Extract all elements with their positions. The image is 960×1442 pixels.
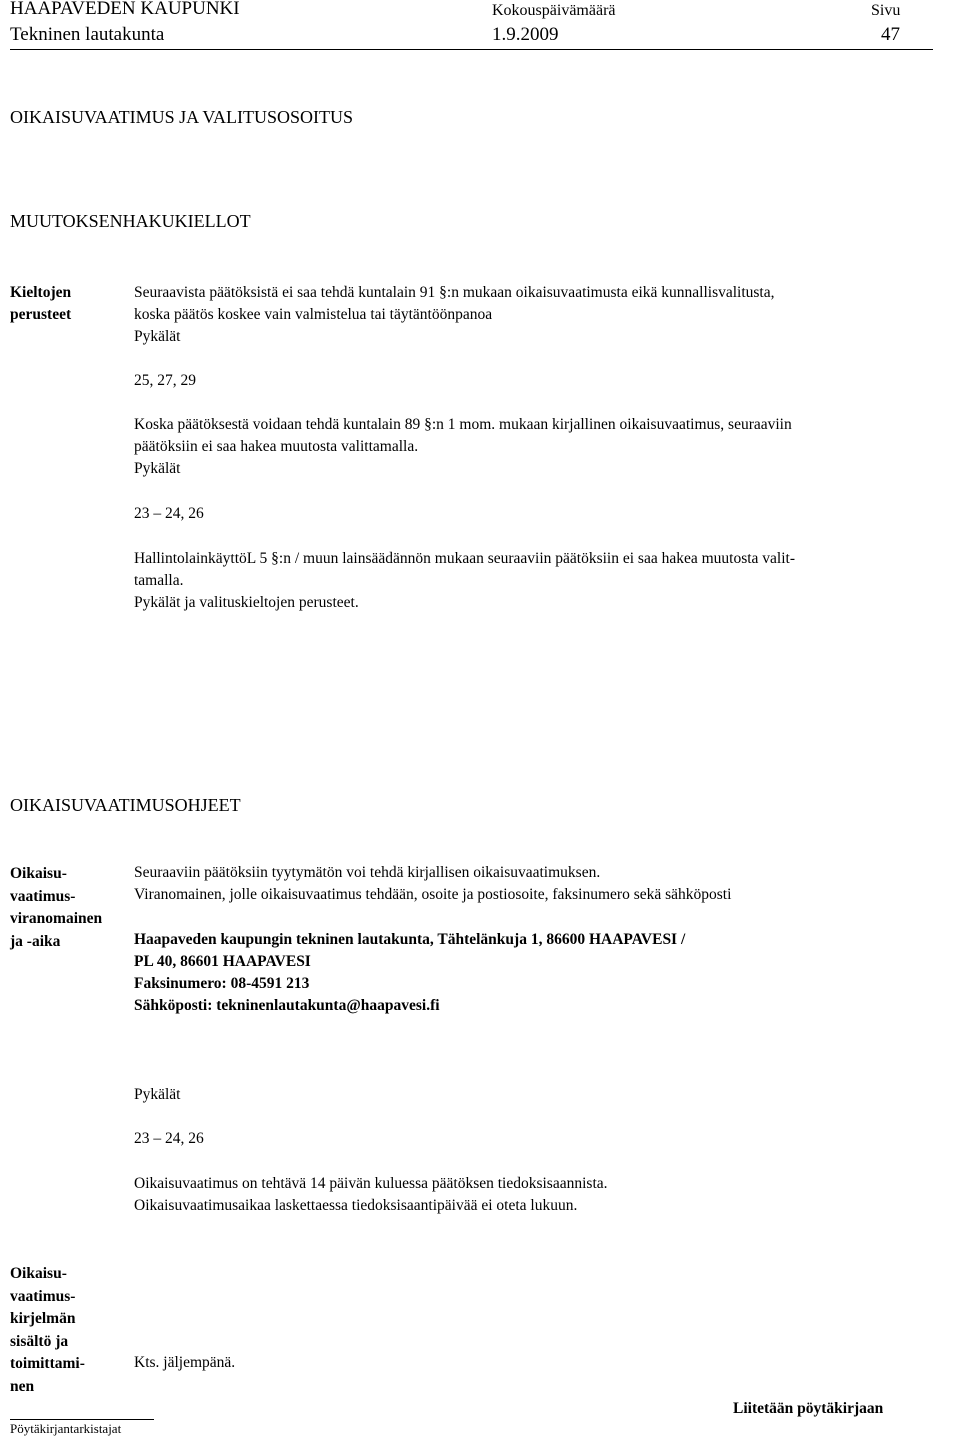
bans-p1-line1: Seuraavista päätöksistä ei saa tehdä kuntalain 91 §:n mukaan oikaisuvaatimusta eikä kunnallisvalitusta, [134,284,775,301]
instructions-side-label [10,863,135,953]
contents-side-label-line: vaatimus- [10,1287,76,1305]
address-line1: Haapaveden kaupungin tekninen lautakunta, Tähtelänkuja 1, 86600 HAAPAVESI / [134,931,686,948]
instructions-line1: Seuraaviin päätöksiin tyytymätön voi tehdä kirjallisen oikaisuvaatimuksen. [134,864,601,881]
instructions-body [134,862,731,906]
contents-side-label-line: nen [10,1377,35,1395]
contents-side-label-line: sisältö ja [10,1332,69,1350]
bans-side-label-line: Kieltojen [10,284,72,301]
appeal-time [134,1173,608,1217]
appeal-time-line2: Oikaisuvaatimusaikaa laskettaessa tiedoksisaantipäivää ei oteta lukuun. [134,1197,578,1214]
bans-p2-line1: Koska päätöksestä voidaan tehdä kuntalain 89 §:n 1 mom. mukaan kirjallinen oikaisuvaatimus, seuraaviin [134,416,792,433]
instructions-line2: Viranomainen, jolle oikaisuvaatimus tehdään, osoite ja postiosoite, faksinumero sekä sähköposti [134,886,732,903]
instructions-side-label-line: ja -aika [10,932,61,950]
bans-p2-pykalat-label: Pykälät [134,460,181,477]
address-email: Sähköposti: tekninenlautakunta@haapavesi.fi [134,997,440,1014]
instructions-side-label-line: viranomainen [10,910,103,927]
header-date: 1.9.2009 [492,24,559,45]
header-date-label: Kokouspäivämäärä [492,2,616,19]
bans-title: MUUTOKSENHAKUKIELLOT [10,211,251,231]
contents-side-label-line: kirjelmän [10,1310,76,1327]
footer-checkers: Pöytäkirjantarkistajat [10,1421,122,1436]
bans-p3-line3: Pykälät ja valituskieltojen perusteet. [134,594,359,611]
signature-line [10,1419,154,1420]
instructions-side-label-line: vaatimus- [10,887,76,905]
bans-side-label-line: perusteet [10,306,72,323]
authority-address [134,929,685,1017]
header-org: HAAPAVEDEN KAUPUNKI [10,0,240,19]
header-rule [10,49,933,50]
bans-p3-line2: tamalla. [134,572,184,589]
bans-p2-line2: päätöksiin ei saa hakea muutosta valittamalla. [134,438,419,455]
header-page-label: Sivu [871,2,901,19]
bans-p1-pykalat-label: Pykälät [134,328,181,345]
bans-p2 [134,414,792,480]
appeal-time-line1: Oikaisuvaatimus on tehtävä 14 päivän kuluessa päätöksen tiedoksisaannista. [134,1175,608,1192]
footer-attach: Liitetään pöytäkirjaan [733,1400,884,1417]
bans-p3 [134,548,795,614]
bans-p1-pykalat: 25, 27, 29 [134,372,196,389]
contents-text: Kts. jäljempänä. [134,1354,236,1371]
bans-body [134,282,775,348]
bans-side-label [10,282,130,326]
main-title: OIKAISUVAATIMUS JA VALITUSOSOITUS [10,107,354,127]
address-line2: PL 40, 86601 HAAPAVESI [134,953,311,970]
bans-p2-pykalat: 23 – 24, 26 [134,505,204,522]
instructions-pykalat-label: Pykälät [134,1086,181,1103]
instructions-side-label-line: Oikaisu- [10,865,67,882]
contents-side-label-line: Oikaisu- [10,1265,67,1282]
contents-side-label-line: toimittami- [10,1355,85,1372]
instructions-title: OIKAISUVAATIMUSOHJEET [10,795,241,815]
bans-p1-line2: koska päätös koskee vain valmistelua tai täytäntöönpanoa [134,306,493,323]
address-fax: Faksinumero: 08-4591 213 [134,975,310,992]
instructions-pykalat: 23 – 24, 26 [134,1130,204,1147]
header-dept: Tekninen lautakunta [10,24,165,45]
contents-side-label [10,1263,130,1398]
bans-p3-line1: HallintolainkäyttöL 5 §:n / muun lainsäädännön mukaan seuraaviin päätöksiin ei saa hakea muutosta valit- [134,550,796,567]
header-page-number: 47 [881,24,900,45]
